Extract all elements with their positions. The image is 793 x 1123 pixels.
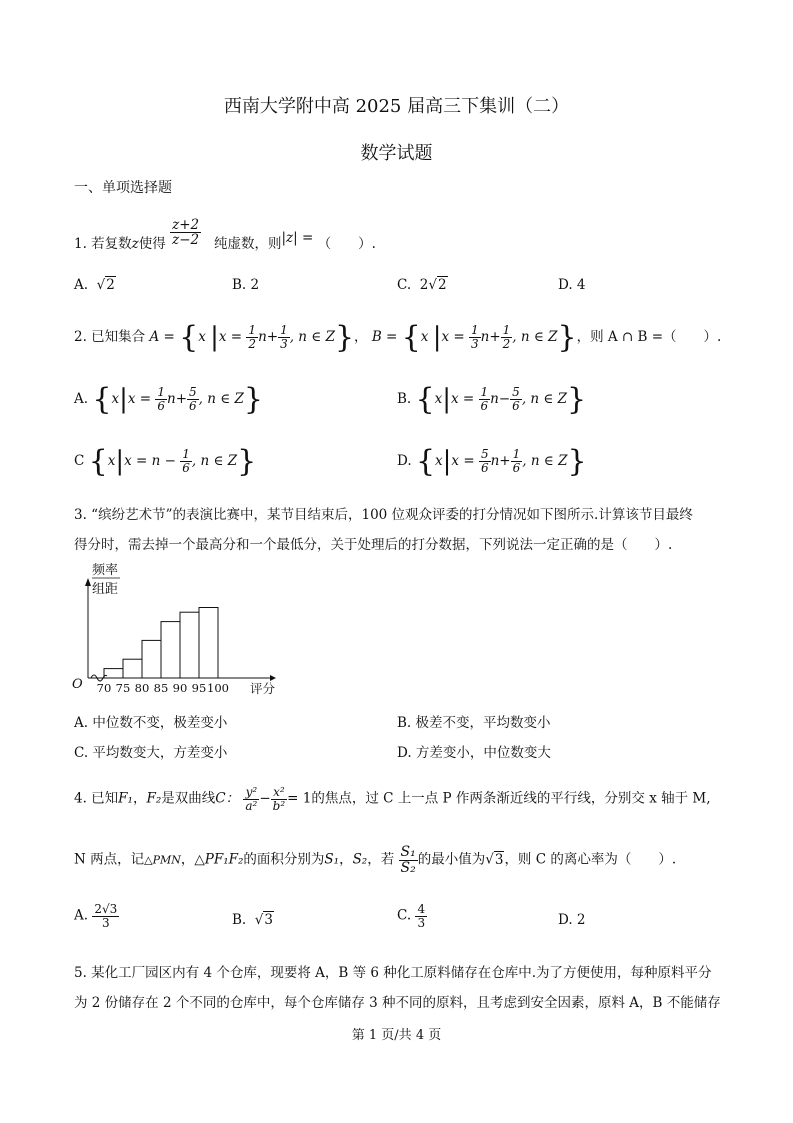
- q2-oa-nz: , n ∈ Z: [198, 391, 244, 407]
- y-axis-label-top: 频率: [92, 563, 119, 578]
- q2-a-nz: , n ∈ Z: [289, 329, 335, 345]
- x-tick-label: 100: [207, 681, 229, 695]
- q2-a-f2n: 1: [280, 323, 288, 338]
- x-tick-label: 80: [134, 681, 150, 695]
- q2-option-b[interactable]: B. {x|x = $\frac{1}{6}$ n− $\frac{5}{6}$ , n ∈ Z}: [397, 382, 587, 417]
- q4-c: C：: [215, 790, 240, 807]
- x-tick-label: 90: [172, 681, 188, 695]
- q2-oa-f1n: 1: [157, 385, 165, 400]
- x-tick-label: 75: [115, 681, 131, 695]
- q4-l2c: 的面积分别为: [243, 851, 325, 868]
- q2-od-x: x: [435, 453, 443, 469]
- q2-oa-f2d: 6: [189, 399, 197, 413]
- q2-a-f2d: 3: [280, 337, 288, 351]
- q1-z: z: [131, 236, 139, 253]
- q2-b-x: x: [420, 329, 429, 345]
- q2-od-frac1: [479, 448, 491, 474]
- q2-ob-n: n: [490, 391, 499, 407]
- question-3-line-2: 得分时，需去掉一个最高分和一个最低分，关于处理后的打分数据，下列说法一定正确的是（ ）.: [74, 537, 673, 553]
- q1-opt-c-rad: 2: [437, 277, 447, 293]
- q4-s2: S₂: [352, 851, 368, 868]
- q4-b2: b²: [272, 798, 286, 813]
- q3-option-d[interactable]: D. 方差变小，中位数变大: [397, 745, 551, 761]
- q2-prefix: 2. 已知集合: [74, 329, 146, 345]
- q4-p1: 4. 已知: [74, 790, 119, 807]
- q2-ob-f1n: 1: [480, 385, 489, 400]
- q4-p2: 是双曲线: [161, 790, 216, 807]
- q4-x2: x²: [271, 786, 288, 800]
- q2-ob-f1d: 6: [480, 399, 489, 413]
- page-title: 西南大学附中高 2025 届高三下集训（二）: [223, 96, 570, 117]
- x-tick-label: 85: [153, 681, 169, 695]
- q1-frac-den: z−2: [172, 232, 200, 249]
- q2-a-f1n: 1: [248, 323, 257, 338]
- q2-option-d[interactable]: D. {x|x = $\frac{5}{6}$ n+ $\frac{1}{6}$ , n ∈ Z}: [397, 444, 587, 479]
- histogram-bar: [180, 612, 199, 678]
- q4-tri1: △PMN: [144, 853, 181, 867]
- q3-option-a[interactable]: A. 中位数不变，极差变小: [74, 715, 228, 731]
- q1-abs: |z| =: [281, 230, 314, 247]
- q4-l2b: ，: [180, 851, 195, 868]
- q1-opt-c-coef: 2: [419, 277, 429, 293]
- histogram-bar: [161, 622, 180, 678]
- q2-b-nz: , n ∈ Z: [512, 329, 558, 345]
- q2-ob-op: −: [498, 391, 511, 407]
- q4-opt-a-label: A.: [74, 907, 89, 924]
- q2-a-f1d: 2: [248, 337, 257, 351]
- question-2: 2. 已知集合 A = {x |x = $\frac{1}{2}$ n+ $\frac{1}{3}$ , n ∈ Z}， B = {x |x = $\frac{1}{3}$ n+ $\frac{1}{2}$ , n ∈ Z}，则 A ∩ B =（ ）.: [74, 320, 722, 355]
- q4-f2: F₂: [146, 790, 162, 807]
- q1-fraction: [170, 218, 201, 247]
- q2-ob-f2n: 5: [512, 385, 520, 400]
- q2-oa-frac2: [187, 386, 199, 412]
- q2-comma: ，: [354, 329, 368, 345]
- q2-ob-frac2: [510, 386, 522, 412]
- q1-after: 纯虚数，则: [213, 236, 282, 253]
- q2-oc-x: x: [107, 453, 116, 469]
- question-3-line-1: 3. “缤纷艺术节”的表演比赛中，某节目结束后，100 位观众评委的打分情况如下图所示.计算该节目最终: [74, 507, 693, 523]
- q2-oa-x: x: [111, 391, 120, 407]
- q2-oa-op: +: [175, 391, 187, 407]
- origin-label: O: [72, 677, 83, 692]
- q4-l2e: 的最小值为: [417, 851, 486, 868]
- q2-b-f2n: 1: [502, 323, 511, 338]
- q1-opt-c-label: C.: [397, 277, 412, 293]
- x-axis-label: 评分: [250, 681, 276, 696]
- q2-b-f2d: 2: [502, 337, 511, 351]
- q4-option-d[interactable]: D. 2: [558, 912, 586, 928]
- q2-od-nz: , n ∈ Z: [522, 453, 568, 469]
- q2-od-f1d: 6: [480, 461, 489, 475]
- q4-frac-y: [243, 786, 259, 812]
- q4-opt-b-label: B.: [232, 912, 247, 928]
- q1-end: （ ）.: [317, 236, 376, 253]
- q4-sep: ，: [132, 790, 147, 807]
- q2-oc-frac: [180, 448, 192, 474]
- q2-option-c[interactable]: C {x|x = n − $\frac{1}{6}$ , n ∈ Z}: [74, 444, 257, 479]
- q2-option-a[interactable]: A. {x|x = $\frac{1}{6}$ n+ $\frac{5}{6}$ , n ∈ Z}: [74, 382, 263, 417]
- q4-frac-s: [399, 845, 418, 875]
- x-tick-label: 70: [96, 681, 112, 695]
- q2-opt-c-label: C: [74, 453, 85, 469]
- q2-a-frac1: [246, 324, 258, 350]
- histogram-bar: [123, 659, 142, 678]
- q1-option-b[interactable]: B. 2: [232, 277, 260, 293]
- q2-end: ，则 A ∩ B =（ ）.: [576, 329, 722, 345]
- q2-oa-f2n: 5: [189, 385, 197, 400]
- q2-opt-a-label: A.: [74, 391, 89, 407]
- q4-option-c[interactable]: [397, 903, 427, 929]
- q4-option-b[interactable]: B. √3: [232, 912, 273, 928]
- q4-a2: a²: [245, 798, 258, 813]
- q2-ob-xeq: x =: [451, 391, 475, 407]
- q2-od-op: +: [499, 453, 511, 469]
- q1-option-a[interactable]: A. √2: [74, 277, 115, 293]
- q2-a-plus: +: [266, 329, 279, 345]
- q2-oa-xeq: x =: [127, 391, 152, 407]
- q4-oa-den: 3: [101, 915, 110, 930]
- question-4-line-1: 4. 已知F₁，F₂是双曲线C： $\frac{\text{y²}}{\text{a²}}$ − $\frac{\text{x²}}{\text{b²}}$ = 1的焦点，过 C 上一点 P 作两条渐近线的平行线，分别交 x 轴于 M,: [74, 785, 711, 813]
- q2-b-frac1: [469, 324, 481, 350]
- q1-option-d[interactable]: D. 4: [558, 277, 586, 293]
- histogram-bar: [142, 640, 161, 678]
- q2-oc-fn: 1: [182, 447, 190, 462]
- q2-a-frac2: [278, 324, 290, 350]
- q2-opt-b-label: B.: [397, 391, 412, 407]
- question-1: [74, 217, 376, 259]
- q4-ob-rad: 3: [264, 912, 273, 928]
- q2-oa-n: n: [166, 391, 176, 407]
- q4-fs-num: S₁: [400, 844, 416, 860]
- q2-od-f2d: 6: [512, 461, 521, 475]
- q1-mid: 使得: [138, 236, 166, 253]
- q2-opt-d-label: D.: [397, 453, 412, 469]
- histogram-bar: [104, 669, 123, 678]
- q2-od-f2n: 1: [512, 447, 521, 462]
- q2-oa-frac1: [155, 386, 167, 412]
- q1-frac-num: z+2: [172, 217, 200, 233]
- q4-p3: 的焦点，过 C 上一点 P 作两条渐近线的平行线，分别交 x 轴于 M,: [311, 790, 711, 807]
- q4-l2d: ，若: [367, 851, 395, 868]
- q2-od-f1n: 5: [480, 447, 489, 462]
- q4-y2: y²: [243, 786, 259, 800]
- histogram-bar: [199, 608, 218, 679]
- q4-f1: F₁: [118, 790, 133, 807]
- q1-option-c[interactable]: C. 2√2: [397, 277, 447, 293]
- q2-ob-x: x: [434, 391, 443, 407]
- q1-prefix: 1. 若复数: [74, 236, 132, 253]
- q2-oc-nz: , n ∈ Z: [191, 453, 238, 469]
- q3-option-c[interactable]: C. 平均数变大，方差变小: [74, 745, 228, 761]
- q2-b-n: n: [480, 329, 490, 345]
- question-4-line-2: N 两点，记△PMN，△PF₁F₂的面积分别为S₁，S₂，若 $\frac{\text{S₁}}{\text{S₂}}$ 的最小值为√3，则 C 的离心率为（ ）.: [74, 844, 677, 876]
- q1-opt-a-rad: 2: [106, 277, 115, 293]
- y-axis-arrow: [85, 578, 91, 586]
- q4-l2a: N 两点，记: [74, 851, 145, 868]
- q2-set-b-label: B =: [371, 329, 398, 345]
- q4-frac-x: [271, 786, 288, 812]
- question-5-line-1: 5. 某化工厂园区内有 4 个仓库，现要将 A，B 等 6 种化工原料储存在仓库中.为了方便使用，每种原料平分: [74, 965, 712, 981]
- x-tick-label: 95: [191, 681, 207, 695]
- q4-opt-c-label: C.: [397, 907, 412, 924]
- q2-od-frac2: [511, 448, 523, 474]
- q2-ob-nz: , n ∈ Z: [521, 391, 568, 407]
- y-axis-label-bottom: 组距: [92, 582, 119, 597]
- q4-s1: S₁: [324, 851, 340, 868]
- q4-fs-den: S₂: [400, 859, 416, 876]
- q2-a-n: n: [258, 329, 267, 345]
- page-footer: 第 1 页/共 4 页: [351, 1028, 442, 1043]
- q2-oc-fd: 6: [182, 461, 190, 475]
- q2-ob-frac1: [479, 386, 491, 412]
- q2-oc-pre: x = n −: [124, 453, 176, 469]
- q2-od-xeq: x =: [451, 453, 475, 469]
- histogram-chart: [70, 560, 280, 705]
- q2-ob-f2d: 6: [512, 399, 520, 413]
- section-heading: 一、单项选择题: [74, 180, 172, 196]
- q2-oa-f1d: 6: [157, 399, 165, 413]
- q2-b-frac2: [501, 324, 513, 350]
- q2-set-a-label: A =: [149, 329, 175, 345]
- q4-opt-c-frac: [415, 903, 427, 929]
- q4-l2f: ，则 C 的离心率为（ ）.: [504, 851, 677, 868]
- q4-sep2: ，: [339, 851, 353, 868]
- q2-b-plus: +: [489, 329, 501, 345]
- q4-oc-den: 3: [417, 915, 426, 930]
- q2-b-f1n: 1: [470, 323, 479, 338]
- q4-opt-a-frac: [92, 903, 119, 929]
- q2-a-xeq: x =: [218, 329, 243, 345]
- q4-tri2: △PF₁F₂: [194, 851, 244, 868]
- q2-od-n: n: [490, 453, 500, 469]
- q2-b-f1d: 3: [470, 337, 479, 351]
- question-5-line-2: 为 2 份储存在 2 个不同的仓库中，每个仓库储存 3 种不同的原料，且考虑到安全因素，原料 A，B 不能储存: [74, 995, 721, 1011]
- q4-eq1: = 1: [287, 790, 312, 807]
- q4-option-a[interactable]: [74, 903, 119, 929]
- page-subtitle: 数学试题: [360, 143, 433, 164]
- q1-opt-a-label: A.: [74, 277, 89, 293]
- q4-oa-num: 2√3: [94, 902, 118, 916]
- q3-option-b[interactable]: B. 极差不变，平均数变小: [397, 715, 551, 731]
- q4-sqrt3: 3: [494, 851, 504, 868]
- q2-a-x: x: [198, 329, 206, 345]
- q2-b-xeq: x =: [441, 329, 465, 345]
- q4-oc-num: 4: [417, 902, 426, 916]
